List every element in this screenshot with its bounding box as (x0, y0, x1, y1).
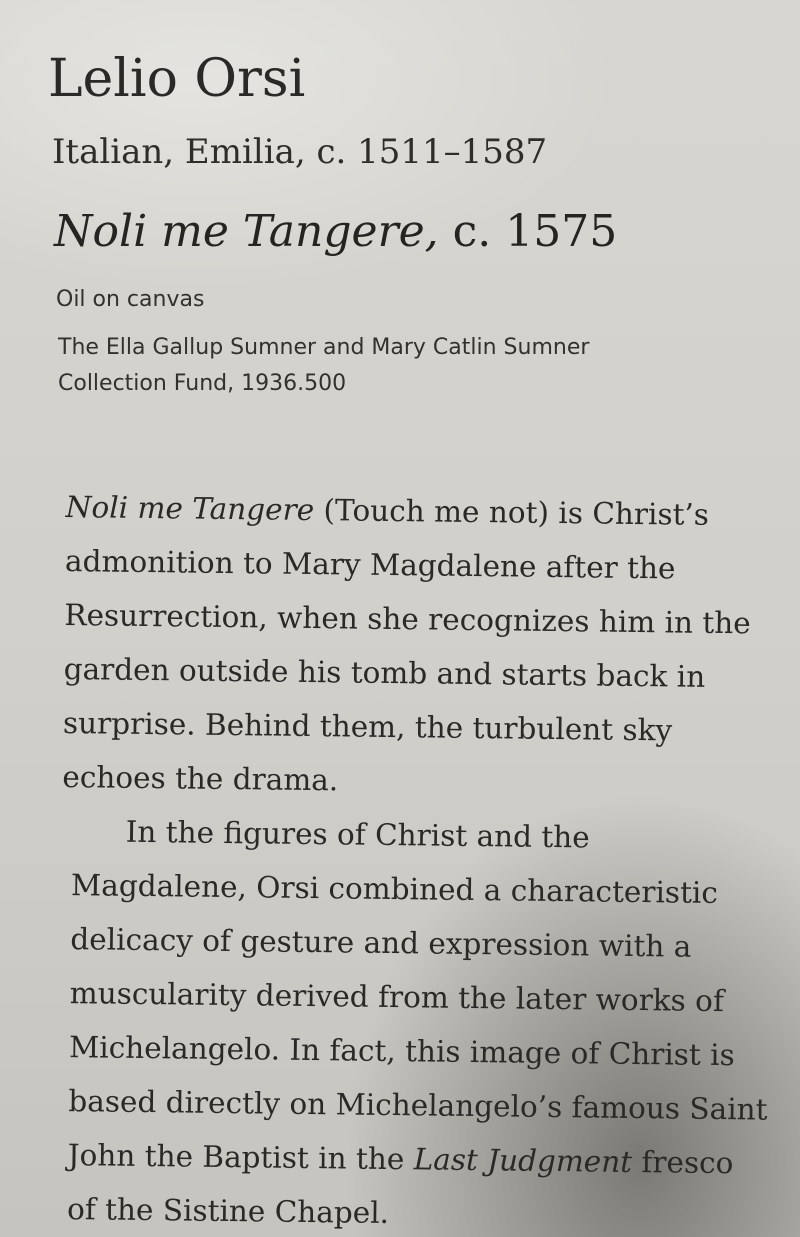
paragraph-2-end: fresco of the Sistine Chapel. (66, 1144, 734, 1230)
label-header (48, 44, 768, 402)
artwork-title-line (54, 202, 768, 262)
description-paragraph-1 (62, 480, 778, 813)
artwork-date: c. 1575 (438, 206, 618, 257)
artwork-title: Noli me Tangere, (54, 206, 439, 257)
artist-nationality-dates: Italian, Emilia, c. 1511–1587 (52, 132, 548, 172)
paragraph-2-text: In the figures of Christ and the Magdalene, Orsi combined a characteristic delicacy of gesture and expression with a muscularity derived from the later works of Michelangelo. In fact, this image of Christ is based directly on Michelangelo’s famous Saint John the Baptist in the (67, 814, 768, 1177)
paragraph-1-italic-title: Noli me Tangere (65, 489, 315, 528)
paragraph-1-text: (Touch me not) is Christ’s admonition to Mary Magdalene after the Resurrection, when she recognizes him in the garden outside his tomb and starts back in surprise. Behind them, the turbulent sky echoes the drama. (62, 493, 751, 798)
credit-line-1: The Ella Gallup Sumner and Mary Catlin Sumner (58, 335, 590, 360)
paragraph-2-italic-work: Last Judgment (413, 1142, 633, 1179)
description-paragraph-2 (57, 804, 774, 1237)
credit-line (58, 330, 708, 402)
artwork-medium: Oil on canvas (56, 287, 205, 312)
credit-line-2: Collection Fund, 1936.500 (58, 371, 347, 396)
description-text (57, 480, 778, 1237)
artist-name: Lelio Orsi (48, 49, 306, 109)
